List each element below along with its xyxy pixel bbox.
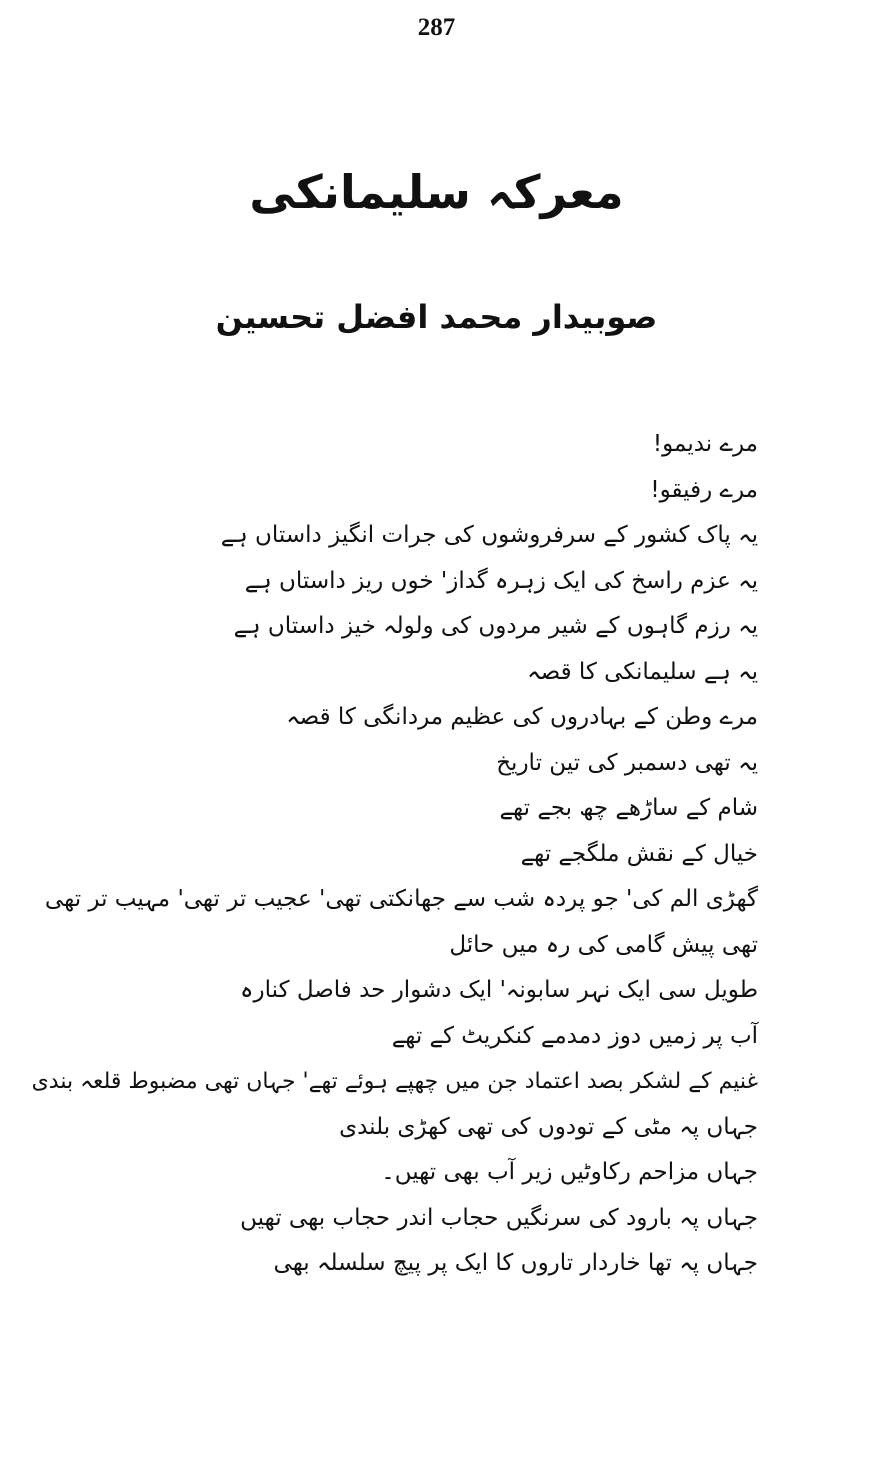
poem-line: جہاں پہ بارود کی سرنگیں حجاب اندر حجاب بھی تھیں — [240, 1204, 758, 1231]
poem-body — [18, 422, 758, 1287]
poem-line: شام کے ساڑھے چھ بجے تھے — [499, 795, 758, 821]
poem-line: تھی پیش گامی کی رہ میں حائل — [449, 931, 758, 958]
poem-line: یہ تھی دسمبر کی تین تاریخ — [496, 749, 758, 776]
poem-line: یہ ہے سلیمانکی کا قصہ — [527, 658, 758, 685]
poem-line: طویل سی ایک نہر سابونہ' ایک دشوار حد فاصل کنارہ — [240, 977, 758, 1003]
poem-line: یہ پاک کشور کے سرفروشوں کی جرات انگیز داستاں ہے — [220, 522, 758, 548]
poem-line: یہ رزم گاہوں کے شیر مردوں کی ولولہ خیز داستاں ہے — [233, 613, 758, 639]
poem-line: گھڑی الم کی' جو پردہ شب سے جھانکتی تھی' عجیب تر تھی' مہیب تر تھی — [44, 886, 758, 912]
poem-line: یہ عزم راسخ کی ایک زہرہ گداز' خوں ریز داستاں ہے — [244, 567, 758, 594]
poem-line: مرے رفیقو! — [650, 476, 758, 503]
page-number: 287 — [417, 14, 456, 41]
poem-line: غنیم کے لشکر بصد اعتماد جن میں چھپے ہوئے تھے' جہاں تھی مضبوط قلعہ بندی — [31, 1069, 758, 1094]
poem-title: معرکہ سلیمانکی — [249, 165, 624, 219]
poem-line: آب پر زمیں دوز دمدمے کنکریٹ کے تھے — [391, 1022, 758, 1049]
poem-line: جہاں مزاحم رکاوٹیں زیر آب بھی تھیں۔ — [381, 1159, 758, 1185]
poem-line: مرے وطن کے بہادروں کی عظیم مردانگی کا قصہ — [286, 704, 758, 730]
poem-line: جہاں پہ تھا خاردار تاروں کا ایک پر پیچ سلسلہ بھی — [273, 1250, 758, 1276]
poem-line: مرے ندیمو! — [652, 431, 758, 457]
poem-line: جہاں پہ مٹی کے تودوں کی تھی کھڑی بلندی — [339, 1113, 758, 1140]
poem-author: صوبیدار محمد افضل تحسین — [215, 298, 658, 336]
poem-line: خیال کے نقش ملگجے تھے — [520, 840, 758, 867]
